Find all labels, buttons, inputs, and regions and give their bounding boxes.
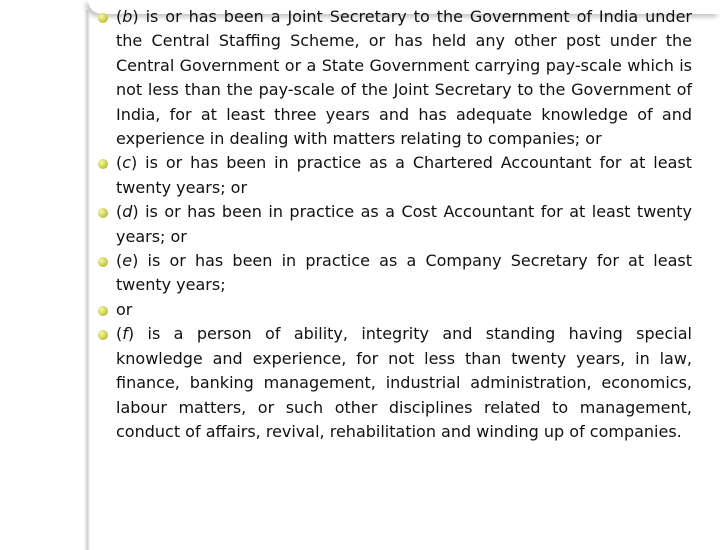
bullet-icon	[98, 208, 108, 218]
item-text-c: (c) is or has been in practice as a Chartered Accountant for at least twenty years; or	[116, 153, 692, 197]
bullet-icon	[98, 13, 108, 23]
list-item-f	[92, 322, 692, 444]
list-item-b	[92, 5, 692, 151]
list-item-e	[92, 249, 692, 298]
bullet-icon	[98, 306, 108, 316]
item-text-e: (e) is or has been in practice as a Company Secretary for at least twenty years;	[116, 251, 692, 295]
item-text-f: (f) is a person of ability, integrity and standing having special knowledge and experience, for not less than twenty years, in law, finance, banking management, industrial administration, economics, labour matters, or such other disciplines related to management, conduct of affairs, revival, rehabilitation and winding up of companies.	[116, 324, 692, 441]
item-text-b: (b) is or has been a Joint Secretary to the Government of India under the Central Staffing Scheme, or has held any other post under the Central Government or a State Government carrying pay-scale which is not less than the pay-scale of the Joint Secretary to the Government of India, for at least three years and has adequate knowledge of and experience in dealing with matters relating to companies; or	[116, 7, 692, 149]
item-text-or: or	[116, 299, 133, 319]
bullet-icon	[98, 257, 108, 267]
bullet-icon	[98, 159, 108, 169]
list-item-d	[92, 200, 692, 249]
bullet-icon	[98, 330, 108, 340]
slide-frame-left	[84, 10, 90, 550]
list-item-or	[92, 298, 692, 322]
list-item-c	[92, 151, 692, 200]
bullet-list	[92, 5, 692, 444]
item-text-d: (d) is or has been in practice as a Cost Accountant for at least twenty years; or	[116, 202, 692, 246]
